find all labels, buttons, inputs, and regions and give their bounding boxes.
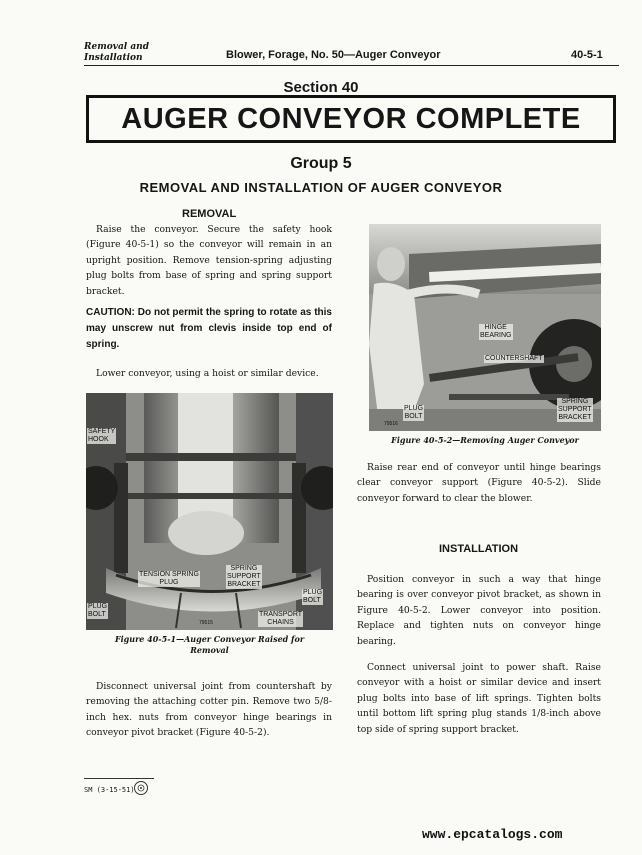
page-number: 40-5-1 xyxy=(571,49,603,61)
header-left-line2: Installation xyxy=(84,53,143,63)
header-section-label xyxy=(84,42,149,64)
page-subtitle: REMOVAL AND INSTALLATION OF AUGER CONVEYOR xyxy=(139,180,503,195)
right-paragraph-1: Raise rear end of conveyor until hinge bearings clear conveyor support (Figure 40-5-2). Slide conveyor forward to clear the blower. xyxy=(357,462,601,504)
watermark: www.epcatalogs.com xyxy=(422,827,563,842)
caution-note: CAUTION: Do not permit the spring to rotate as this may unscrew nut from clevis inside top end of spring. xyxy=(86,307,332,350)
installation-paragraph-1: Position conveyor in such a way that hinge bearing is over conveyor pivot bracket, as shown in Figure 40-5-2. Lower conveyor into position. Replace and tighten nuts on conveyor hinge bearing. xyxy=(357,574,601,647)
label-safety-hook: SAFETY HOOK xyxy=(88,428,116,443)
label-spring-support-bracket: SPRING SUPPORT BRACKET xyxy=(227,565,261,588)
label-countershaft: COUNTERSHAFT xyxy=(485,355,543,362)
header-left-line1: Removal and xyxy=(84,42,150,52)
installation-heading: INSTALLATION xyxy=(439,543,519,555)
footer-code: SM (3-15-51) xyxy=(84,786,135,794)
footer-divider xyxy=(84,778,154,779)
main-title-box xyxy=(86,95,616,143)
installation-paragraph-2: Connect universal joint to power shaft. Raise conveyor with a hoist or similar device and insert plug bolts into base of lift springs. Tighten bolts until bottom lift spring plug stands 1/8-inch above top side of spring support bracket. xyxy=(357,662,601,735)
header-divider xyxy=(84,65,619,66)
removal-paragraph-2: Lower conveyor, using a hoist or similar device. xyxy=(96,368,319,379)
figure-2-photo-number: 79516 xyxy=(384,421,398,427)
main-title: AUGER CONVEYOR COMPLETE xyxy=(121,102,581,135)
removal-heading: REMOVAL xyxy=(182,208,237,220)
figure-1-photo-number: 79515 xyxy=(199,620,213,626)
removal-paragraph-1: Raise the conveyor. Secure the safety hook (Figure 40-5-1) so the conveyor will remain in an upright position. Remove tension-spring adjusting plug bolts from base of spring and spring support bracket. xyxy=(86,224,332,297)
label-transport-chains: TRANSPORT CHAINS xyxy=(259,611,303,626)
conveyor-raised-illustration xyxy=(86,393,333,630)
label-plug-bolt-right: PLUG BOLT xyxy=(303,589,323,604)
removal-paragraph-3: Disconnect universal joint from countershaft by removing the attaching cotter pin. Remove two 5/8-inch hex. nuts from conveyor hinge bearings in conveyor pivot bracket (Figure 40-5-2). xyxy=(86,681,332,739)
label-spring-support-bracket-2: SPRING SUPPORT BRACKET xyxy=(558,398,592,421)
union-bug-icon xyxy=(133,780,149,800)
header-title: Blower, Forage, No. 50—Auger Conveyor xyxy=(226,49,441,61)
figure-2-caption: Figure 40-5-2—Removing Auger Conveyor xyxy=(391,435,579,445)
figure-2-photo xyxy=(369,224,601,431)
figure-1-photo xyxy=(86,393,333,630)
label-tension-spring-plug: TENSION SPRING PLUG xyxy=(139,571,199,586)
label-hinge-bearing: HINGE BEARING xyxy=(480,324,512,339)
figure-1-caption xyxy=(86,634,333,656)
label-plug-bolt-left: PLUG BOLT xyxy=(88,603,108,618)
section-label: Section 40 xyxy=(283,79,359,96)
figure-1-caption-line1: Figure 40-5-1—Auger Conveyor Raised for xyxy=(114,634,305,644)
group-label: Group 5 xyxy=(290,155,352,172)
label-plug-bolt: PLUG BOLT xyxy=(404,405,424,420)
figure-1-caption-line2: Removal xyxy=(190,645,229,655)
